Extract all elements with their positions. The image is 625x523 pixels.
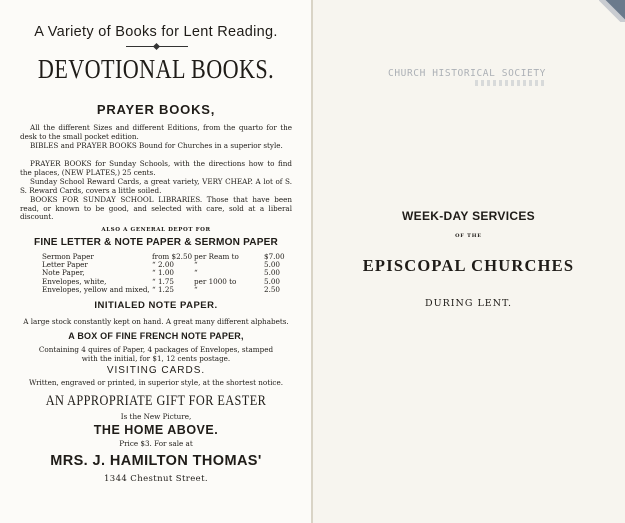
price-low: “ 2.00	[152, 260, 174, 270]
general-depot-label: ALSO A GENERAL DEPOT FOR	[101, 227, 211, 233]
price-unit: per Ream to	[194, 252, 239, 261]
fine-letter-title: FINE LETTER & NOTE PAPER & SERMON PAPER	[33, 236, 279, 248]
price-text: Price $3. For sale at	[119, 439, 193, 448]
store-name: MRS. J. HAMILTON THOMAS'	[50, 453, 262, 469]
libraries-paragraph: BOOKS FOR SUNDAY SCHOOL LIBRARIES. Those that have been read, or known to be good, and selected with care, sold at a liberal discount.	[20, 195, 292, 222]
initialed-note-paper-title: INITIALED NOTE PAPER.	[94, 300, 218, 311]
price-high: $7.00	[264, 252, 285, 261]
french-note-paper-title: A BOX OF FINE FRENCH NOTE PAPER,	[68, 331, 244, 341]
price-unit: “	[194, 260, 198, 270]
price-unit: “	[194, 284, 198, 294]
prayer-books-title: PRAYER BOOKS,	[96, 102, 216, 117]
visiting-cards-paragraph: Written, engraved or printed, in superior style, at the shortest notice.	[29, 378, 283, 387]
devotional-books-title: DEVOTIONAL BOOKS.	[37, 54, 275, 84]
store-address: 1344 Chestnut Street.	[103, 474, 209, 484]
price-item: Envelopes, white,	[42, 276, 107, 286]
french-note-paper-paragraph: Containing 4 quires of Paper, 4 packages of Envelopes, stamped with the initial, for $1, 12 cents postage.	[38, 345, 274, 363]
folded-corner	[599, 0, 625, 22]
reward-cards-paragraph: Sunday School Reward Cards, a great variety, VERY CHEAP. A lot of S. S. Reward Cards, covers a little soiled.	[20, 177, 292, 195]
price-high: 5.00	[264, 276, 281, 286]
sunday-schools-paragraph: PRAYER BOOKS for Sunday Schools, with the directions how to find the places, (NEW PLATES,) 25 cents.	[20, 159, 292, 177]
during-lent-label: DURING LENT.	[425, 298, 512, 309]
price-item: Envelopes, yellow and mixed,	[42, 284, 150, 294]
price-unit: “	[194, 268, 198, 278]
price-item: Letter Paper	[42, 260, 88, 270]
top-heading: A Variety of Books for Lent Reading.	[34, 24, 278, 40]
price-high: 5.00	[264, 260, 281, 270]
ornamental-rule	[126, 46, 188, 47]
bibles-paragraph: BIBLES and PRAYER BOOKS Bound for Churches in a superior style.	[30, 141, 283, 150]
price-unit: per 1000 to	[194, 276, 237, 286]
library-stamp: CHURCH HISTORICAL SOCIETY	[388, 68, 546, 79]
price-low: from $2.50	[152, 252, 193, 261]
home-above-title: THE HOME ABOVE.	[93, 423, 219, 437]
price-row	[42, 286, 292, 294]
price-table	[42, 253, 292, 294]
price-item: Sermon Paper	[42, 252, 94, 261]
price-low: “ 1.00	[152, 268, 174, 278]
of-the-label: OF THE	[455, 233, 482, 239]
visiting-cards-title: VISITING CARDS.	[106, 365, 206, 376]
library-stamp-line	[475, 80, 545, 86]
sizes-paragraph: All the different Sizes and different Editions, from the quarto for the desk to the small pocket edition.	[20, 123, 292, 141]
price-high: 2.50	[264, 284, 281, 294]
price-high: 5.00	[264, 268, 281, 278]
week-day-services-title: WEEK-DAY SERVICES	[402, 209, 535, 223]
episcopal-churches-title: EPISCOPAL CHURCHES	[362, 256, 575, 275]
new-picture-text: Is the New Picture,	[120, 412, 192, 421]
price-item: Note Paper,	[42, 268, 85, 278]
initialed-paragraph: A large stock constantly kept on hand. A great many different alphabets.	[23, 317, 289, 326]
price-low: “ 1.75	[152, 276, 174, 286]
easter-gift-title: AN APPROPRIATE GIFT FOR EASTER	[45, 393, 267, 409]
price-low: “ 1.25	[152, 284, 174, 294]
